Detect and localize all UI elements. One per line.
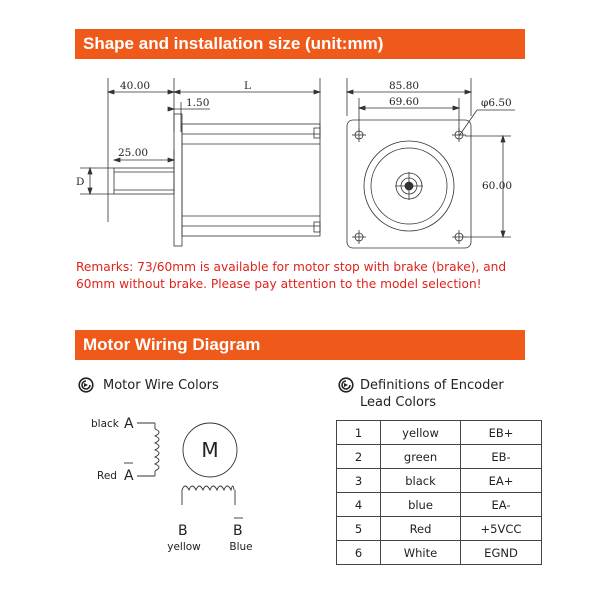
section-banner-shape: [75, 29, 525, 59]
motor-symbol-label: M: [201, 438, 219, 462]
dim-d: D: [76, 176, 85, 188]
section-title-shape: Shape and installation size (unit:mm): [83, 34, 384, 53]
section-bullet-icon: [78, 377, 94, 393]
table-row: [337, 517, 542, 541]
lead-color: blue: [381, 493, 461, 517]
row-number: 2: [337, 445, 381, 469]
dim-1-50: 1.50: [186, 97, 210, 109]
dim-85-80: 85.80: [389, 80, 420, 92]
signal-name: EB+: [461, 421, 542, 445]
wire-color-a: black: [91, 418, 119, 430]
row-number: 5: [337, 517, 381, 541]
encoder-title-line1: Definitions of Encoder: [360, 378, 504, 393]
encoder-title: [360, 377, 504, 411]
motor-wire-colors-title: Motor Wire Colors: [103, 378, 219, 393]
lead-color: black: [381, 469, 461, 493]
encoder-title-line2: Lead Colors: [360, 395, 437, 410]
wire-color-a-bar: Red: [97, 470, 117, 482]
motor-front-view-drawing: [335, 72, 535, 262]
phase-b: B: [178, 523, 188, 539]
signal-name: +5VCC: [461, 517, 542, 541]
table-row: [337, 493, 542, 517]
lead-color: Red: [381, 517, 461, 541]
signal-name: EA-: [461, 493, 542, 517]
dim-60: 60.00: [482, 180, 513, 192]
signal-name: EA+: [461, 469, 542, 493]
table-row: [337, 469, 542, 493]
dim-l: L: [244, 80, 251, 92]
phase-a: A: [124, 416, 134, 432]
wire-color-b-bar: Blue: [229, 541, 253, 553]
dim-hole-diameter: φ6.50: [481, 97, 512, 109]
lead-color: yellow: [381, 421, 461, 445]
signal-name: EGND: [461, 541, 542, 565]
dim-69-60: 69.60: [389, 96, 420, 108]
phase-a-bar: A: [124, 468, 134, 484]
row-number: 6: [337, 541, 381, 565]
row-number: 4: [337, 493, 381, 517]
section-title-wiring: Motor Wiring Diagram: [83, 335, 261, 354]
encoder-lead-table: [336, 420, 542, 565]
dim-25: 25.00: [118, 147, 149, 159]
section-bullet-icon: [338, 377, 354, 393]
row-number: 3: [337, 469, 381, 493]
table-row: [337, 421, 542, 445]
lead-color: White: [381, 541, 461, 565]
motor-wiring-schematic: [85, 405, 265, 560]
table-row: [337, 445, 542, 469]
table-row: [337, 541, 542, 565]
section-banner-wiring: [75, 330, 525, 360]
remarks-text: Remarks: 73/60mm is available for motor stop with brake (brake), and 60mm without brake. Please pay attention to the model selection!: [76, 260, 507, 291]
signal-name: EB-: [461, 445, 542, 469]
phase-b-bar: B: [233, 523, 243, 539]
motor-side-view-drawing: [70, 72, 340, 262]
wire-color-b: yellow: [167, 541, 201, 553]
dim-40: 40.00: [120, 80, 151, 92]
lead-color: green: [381, 445, 461, 469]
row-number: 1: [337, 421, 381, 445]
